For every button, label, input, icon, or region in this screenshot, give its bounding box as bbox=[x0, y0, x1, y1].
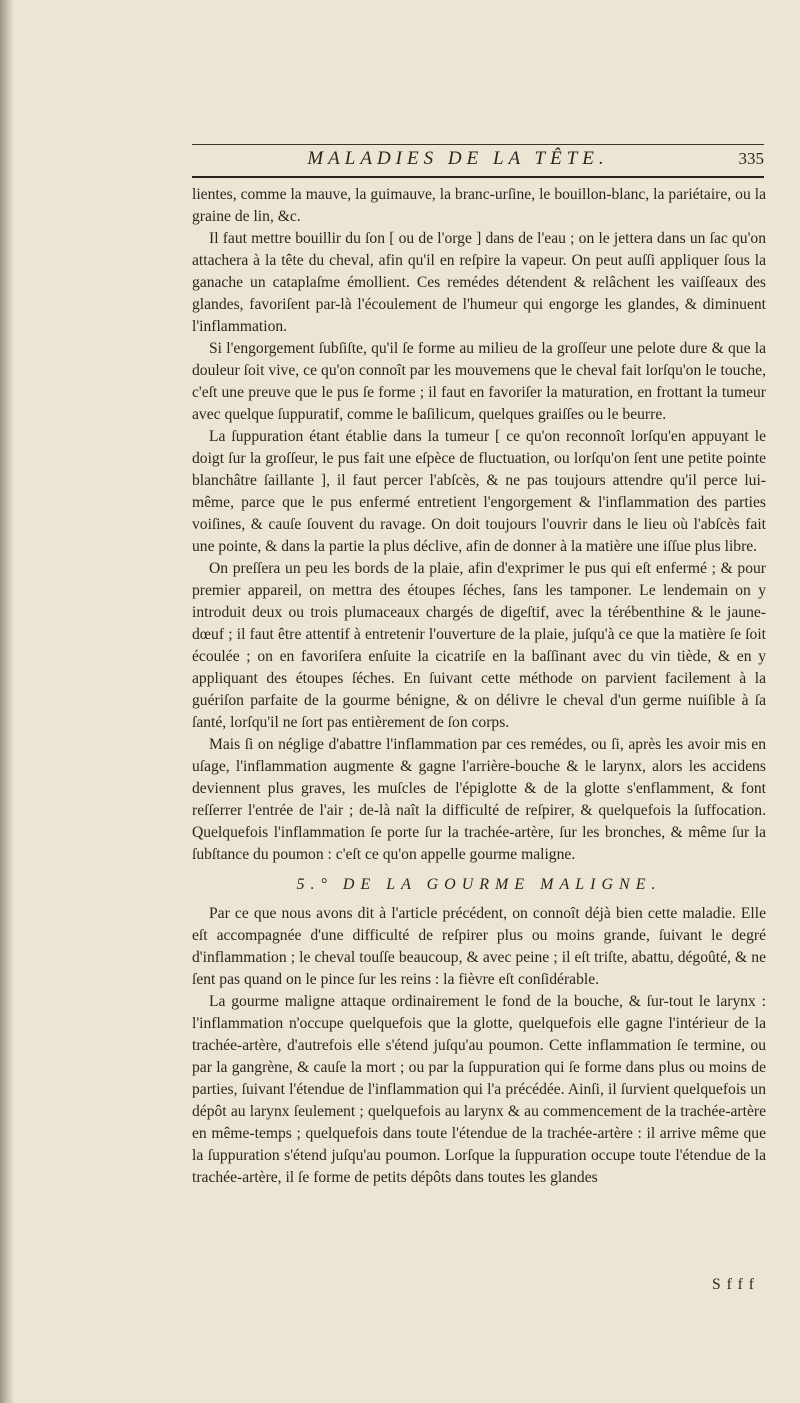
section-heading: 5.° DE LA GOURME MALIGNE. bbox=[296, 876, 662, 893]
paragraph-2: Il faut mettre bouillir du ſon [ ou de l'orge ] dans de l'eau ; on le jettera dans un ſac qu'on attachera à la tête du cheval, afin qu'il en reſpire la vapeur. On peut auſſi appliquer ſous la ganache un cataplaſme émollient. Ces remédes détendent & relâchent les vaiſſeaux des glandes, favoriſent par-là l'écoulement de l'humeur qui engorge les glandes, & diminuent l'inflammation. bbox=[192, 230, 766, 335]
page-header bbox=[192, 148, 764, 170]
paragraph-8: La gourme maligne attaque ordinairement le fond de la bouche, & ſur-tout le larynx : l'inflammation n'occupe quelquefois que la glotte, quelquefois elle gagne l'intérieur de la trachée-artère, d'autrefois elle s'étend juſqu'au poumon. Cette inflammation ſe termine, ou par la gangrène, & cauſe la mort ; ou par la ſuppuration qui ſe forme dans plus ou moins de parties, ſuivant l'étendue de l'inflammation qui l'a précédée. Ainſi, il ſurvient quelquefois un dépôt au larynx ſeulement ; quelquefois au larynx & au commencement de la trachée-artère en même-temps ; quelquefois dans toute l'étendue de la trachée-artère : il arrive même que la ſuppuration s'étend juſqu'au poumon. Lorſque la ſuppuration occupe toute l'étendue de la trachée-artère, il ſe forme de petits dépôts dans toutes les glandes bbox=[192, 993, 766, 1186]
header-rule-top bbox=[192, 144, 764, 145]
book-spine-shadow bbox=[0, 0, 14, 1403]
signature-mark: S f f f bbox=[712, 1276, 755, 1293]
paragraph-7: Par ce que nous avons dit à l'article précédent, on connoît déjà bien cette maladie. Elle eſt accompagnée d'une difficulté de reſpirer plus ou moins grande, ſuivant le degré d'inflammation ; le cheval touſſe beaucoup, & avec peine ; il eſt triſte, abattu, dégoûté, & ne ſent pas quand on le pince ſur les reins : la fièvre eſt conſidérable. bbox=[192, 905, 766, 988]
paragraph-3: Si l'engorgement ſubſiſte, qu'il ſe forme au milieu de la groſſeur une pelote dure & que la douleur ſoit vive, ce qu'on connoît par les mouvemens que le cheval fait lorſqu'on le touche, c'eſt une preuve que le pus ſe forme ; il faut en favoriſer la maturation, en frottant la tumeur avec quelque ſuppuratif, comme le baſilicum, quelques graiſſes ou le beurre. bbox=[192, 340, 766, 423]
paragraph-1: lientes, comme la mauve, la guimauve, la branc-urſine, le bouillon-blanc, la pariétaire, ou la graine de lin, &c. bbox=[192, 186, 766, 225]
running-title: MALADIES DE LA TÊTE. bbox=[307, 148, 609, 169]
body-text bbox=[192, 184, 766, 1189]
paragraph-5: On preſſera un peu les bords de la plaie, afin d'exprimer le pus qui eſt enfermé ; & pour premier appareil, on mettra des étoupes ſéches, ſans les tamponer. Le lendemain on y introduit deux ou trois plumaceaux chargés de digeſtif, avec la térébenthine & le jaune-dœuf ; il faut être attentif à entretenir l'ouverture de la plaie, juſqu'à ce que la matière ſe ſoit écoulée ; on en favoriſera enſuite la cicatriſe en la baſſinant avec du vin tiède, & en y appliquant des étoupes ſéches. En ſuivant cette méthode on parvient facilement à la guériſon parfaite de la gourme bénigne, & on délivre le cheval d'un germe nuiſible à ſa ſanté, lorſqu'il ne ſort pas entièrement de ſon corps. bbox=[192, 560, 766, 731]
page-number: 335 bbox=[738, 149, 764, 168]
header-rule-bottom bbox=[192, 176, 764, 178]
page bbox=[192, 0, 766, 1403]
paragraph-6: Mais ſi on néglige d'abattre l'inflammation par ces remédes, ou ſi, après les avoir mis en uſage, l'inflammation augmente & gagne l'arrière-bouche & le larynx, alors les accidens deviennent plus graves, les muſcles de l'épiglotte & de la glotte s'enflamment, & font reſſerrer l'entrée de l'air ; de-là naît la difficulté de reſpirer, & quelquefois la ſuffocation. Quelquefois l'inflammation ſe porte ſur la trachée-artère, ſur les bronches, & même ſur la ſubſtance du poumon : c'eſt ce qu'on appelle gourme maligne. bbox=[192, 736, 766, 863]
paragraph-4: La ſuppuration étant établie dans la tumeur [ ce qu'on reconnoît lorſqu'en appuyant le doigt ſur la groſſeur, le pus fait une eſpèce de fluctuation, ou lorſqu'on ſent une petite pointe blanchâtre ſaillante ], il faut percer l'abſcès, & ne pas toujours attendre qu'il perce lui-même, parce que le pus enfermé entretient l'engorgement & l'inflammation des parties voiſines, & cauſe ſouvent du ravage. On doit toujours l'ouvrir dans le lieu où l'abſcès fait une pointe, & dans la partie la plus déclive, afin de donner à la matière une iſſue plus libre. bbox=[192, 428, 766, 555]
